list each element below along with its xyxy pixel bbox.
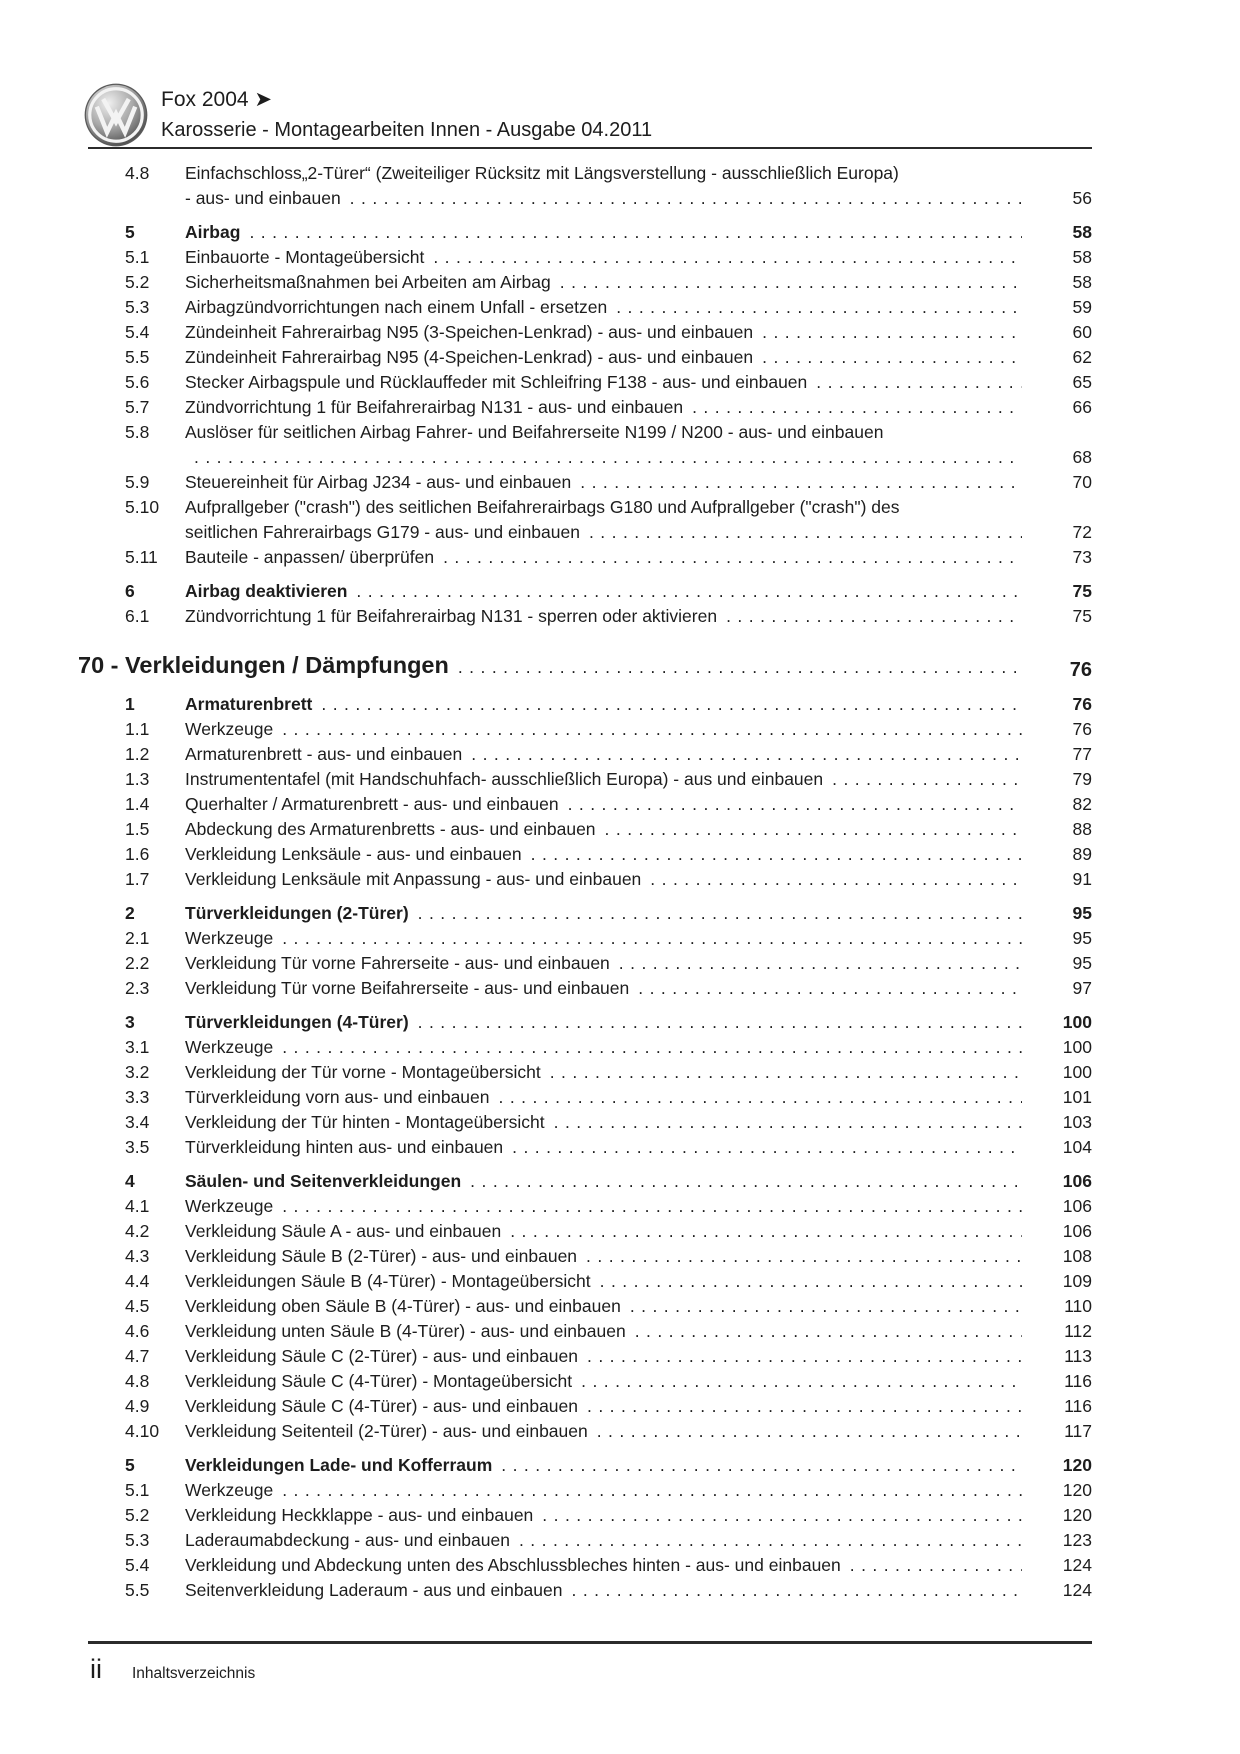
dot-leader: [273, 1037, 1022, 1057]
toc-entry-title: Verkleidung Säule C (2-Türer) - aus- und einbauen . . .: [185, 1344, 1022, 1369]
toc-entry[interactable]: [88, 926, 1092, 951]
toc-entry-title: Säulen- und Seitenverkleidungen . . .: [185, 1169, 1022, 1194]
toc-entry[interactable]: [88, 1369, 1092, 1394]
toc-entry-page: 76: [1069, 659, 1092, 681]
toc-entry-number: 3.5: [125, 1137, 150, 1157]
toc-entry-number: 5.5: [125, 347, 150, 367]
toc-entry-page: 89: [1072, 844, 1092, 864]
toc-entry-page: 75: [1072, 606, 1092, 626]
toc-entry[interactable]: [88, 867, 1092, 892]
toc-entry-number: 5.2: [125, 272, 150, 292]
toc-entry-title: Zündeinheit Fahrerairbag N95 (3-Speichen-Lenkrad) - aus- und einbauen . . .: [185, 320, 1022, 345]
toc-entry-title: 70 - Verkleidungen / Dämpfungen . . .: [78, 650, 1022, 683]
toc-entry-number: 5.4: [125, 322, 150, 342]
toc-entry[interactable]: [88, 345, 1092, 370]
toc-entry[interactable]: [88, 1344, 1092, 1369]
toc-entry-title: Armaturenbrett - aus- und einbauen . . .: [185, 742, 1022, 767]
toc-entry-number: 4.8: [125, 163, 150, 183]
toc-entry-title: Verkleidung Säule C (4-Türer) - aus- und einbauen . . .: [185, 1394, 1022, 1419]
toc-entry-title: Verkleidungen Säule B (4-Türer) - Montageübersicht . . .: [185, 1269, 1022, 1294]
toc-entry-title: Airbagzündvorrichtungen nach einem Unfall - ersetzen . . .: [185, 295, 1022, 320]
toc-entry-title: Laderaumabdeckung - aus- und einbauen . . .: [185, 1528, 1022, 1553]
dot-leader: [807, 372, 1022, 392]
dot-leader: [545, 1112, 1022, 1132]
header-divider: [88, 147, 1092, 149]
dot-leader: [240, 222, 1022, 242]
toc-entry-title: Werkzeuge . . .: [185, 1194, 1022, 1219]
dot-leader: [424, 247, 1022, 267]
dot-leader: [409, 903, 1022, 923]
toc-entry[interactable]: [78, 650, 1092, 683]
dot-leader: [185, 447, 1022, 467]
toc-entry-number: 5.8: [125, 422, 150, 442]
dot-leader: [434, 547, 1022, 567]
toc-entry-title: Verkleidung Säule B (2-Türer) - aus- und einbauen . . .: [185, 1244, 1022, 1269]
toc-entry-number: 4.6: [125, 1321, 150, 1341]
vw-logo-icon: [84, 83, 148, 147]
toc-entry-number: 4.10: [125, 1421, 160, 1441]
dot-leader: [501, 1221, 1022, 1241]
toc-entry-title: Verkleidung Säule A - aus- und einbauen . . .: [185, 1219, 1022, 1244]
dot-leader: [577, 1246, 1022, 1266]
toc-entry-page: 100: [1062, 1012, 1092, 1032]
toc-entry-number: 4: [125, 1171, 135, 1191]
toc-entry[interactable]: [88, 1478, 1092, 1503]
toc-entry-page: 116: [1064, 1371, 1092, 1391]
toc-entry[interactable]: [88, 842, 1092, 867]
toc-entry-number: 4.4: [125, 1271, 150, 1291]
toc-entry-number: 5: [125, 222, 135, 242]
toc-entry-page: 101: [1062, 1087, 1092, 1107]
toc-entry-number: 2.3: [125, 978, 150, 998]
toc-entry-number: 5.3: [125, 1530, 150, 1550]
toc-entry-number: 5: [125, 1455, 135, 1475]
toc-entry-page: 113: [1064, 1346, 1092, 1366]
toc-entry-number: 4.1: [125, 1196, 150, 1216]
toc-entry-number: 5.7: [125, 397, 150, 417]
toc-entry-page: 60: [1072, 322, 1092, 342]
dot-leader: [823, 769, 1022, 789]
dot-leader: [717, 606, 1022, 626]
document-subtitle: Karosserie - Montagearbeiten Innen - Ausgabe 04.2011: [161, 119, 653, 141]
dot-leader: [841, 1555, 1022, 1575]
toc-entry-title: Sicherheitsmaßnahmen bei Arbeiten am Airbag . . .: [185, 270, 1022, 295]
toc-entry-title: Stecker Airbagspule und Rücklauffeder mit Schleifring F138 - aus- und einbauen . . .: [185, 370, 1022, 395]
toc-entry[interactable]: [88, 1110, 1092, 1135]
dot-leader: [541, 1062, 1022, 1082]
toc-entry-page: 106: [1062, 1196, 1092, 1216]
dot-leader: [409, 1012, 1022, 1032]
toc-entry[interactable]: [88, 220, 1092, 245]
toc-entry[interactable]: [88, 901, 1092, 926]
toc-entry[interactable]: [88, 1194, 1092, 1219]
toc-entry-title: Zündvorrichtung 1 für Beifahrerairbag N131 - sperren oder aktivieren . . .: [185, 604, 1022, 629]
toc-entry-title: Verkleidung Lenksäule - aus- und einbauen . . .: [185, 842, 1022, 867]
dot-leader: [462, 744, 1022, 764]
toc-entry[interactable]: [88, 1528, 1092, 1553]
dot-leader: [341, 188, 1022, 208]
toc-entry-page: 88: [1072, 819, 1092, 839]
toc-entry[interactable]: [88, 692, 1092, 717]
toc-entry-title: Verkleidung Heckklappe - aus- und einbauen . . .: [185, 1503, 1022, 1528]
toc-entry[interactable]: [88, 1419, 1092, 1444]
dot-leader: [596, 819, 1022, 839]
toc-entry[interactable]: [88, 1035, 1092, 1060]
toc-entry[interactable]: [88, 1244, 1092, 1269]
toc-entry-page: 106: [1062, 1171, 1092, 1191]
toc-entry-number: 5.2: [125, 1505, 150, 1525]
toc-entry-title: Verkleidung und Abdeckung unten des Abschlussbleches hinten - aus- und einbauen . . .: [185, 1553, 1022, 1578]
toc-entry[interactable]: [88, 1010, 1092, 1035]
dot-leader: [312, 694, 1022, 714]
toc-entry[interactable]: [88, 395, 1092, 420]
toc-entry-page: 97: [1072, 978, 1092, 998]
dot-leader: [492, 1455, 1022, 1475]
toc-entry-page: 108: [1062, 1246, 1092, 1266]
dot-leader: [610, 953, 1022, 973]
toc-entry-page: 59: [1072, 297, 1092, 317]
dot-leader: [563, 1580, 1023, 1600]
dot-leader: [510, 1530, 1022, 1550]
toc-entry-number: 4.8: [125, 1371, 150, 1391]
toc-entry-page: 68: [1072, 447, 1092, 467]
dot-leader: [273, 719, 1022, 739]
toc-entry[interactable]: [88, 495, 1092, 545]
dot-leader: [641, 869, 1022, 889]
toc-entry-title: Instrumententafel (mit Handschuhfach- ausschließlich Europa) - aus und einbauen . . .: [185, 767, 1022, 792]
toc-entry-page: 103: [1062, 1112, 1092, 1132]
toc-entry-title: Abdeckung des Armaturenbretts - aus- und einbauen . . .: [185, 817, 1022, 842]
toc-entry-number: 6: [125, 581, 135, 601]
dot-leader: [753, 347, 1022, 367]
toc-entry-page: 123: [1062, 1530, 1092, 1550]
toc-entry-title: Türverkleidung vorn aus- und einbauen . . .: [185, 1085, 1022, 1110]
toc-entry-page: 100: [1062, 1037, 1092, 1057]
toc-entry-number: 6.1: [125, 606, 150, 626]
toc-entry-number: 5.9: [125, 472, 150, 492]
dot-leader: [580, 522, 1022, 542]
toc-entry-number: 1.7: [125, 869, 150, 889]
toc-entry[interactable]: [88, 604, 1092, 629]
toc-entry-title: Türverkleidungen (2-Türer) . . .: [185, 901, 1022, 926]
toc-entry-page: 56: [1072, 188, 1092, 208]
toc-entry-page: 120: [1062, 1455, 1092, 1475]
dot-leader: [503, 1137, 1022, 1157]
toc-entry-title: Türverkleidungen (4-Türer) . . .: [185, 1010, 1022, 1035]
toc-entry-title: Seitenverkleidung Laderaum - aus und einbauen . . .: [185, 1578, 1022, 1603]
toc-entry-page: 116: [1064, 1396, 1092, 1416]
toc-entry-page: 104: [1062, 1137, 1092, 1157]
dot-leader: [461, 1171, 1022, 1191]
toc-entry-number: 2: [125, 903, 135, 923]
toc-entry-title: Airbag deaktivieren . . .: [185, 579, 1022, 604]
dot-leader: [578, 1346, 1022, 1366]
toc-entry-number: 3.1: [125, 1037, 150, 1057]
toc-entry-title: Querhalter / Armaturenbrett - aus- und einbauen . . .: [185, 792, 1022, 817]
toc-entry-page: 58: [1072, 272, 1092, 292]
toc-entry-number: 1.2: [125, 744, 150, 764]
toc-entry[interactable]: [88, 545, 1092, 570]
toc-entry-page: 73: [1072, 547, 1092, 567]
toc-entry-page: 72: [1072, 522, 1092, 542]
toc-entry-title: Bauteile - anpassen/ überprüfen . . .: [185, 545, 1022, 570]
toc-entry-page: 124: [1062, 1580, 1092, 1600]
footer-page-number: ii: [90, 1654, 102, 1684]
dot-leader: [621, 1296, 1022, 1316]
toc-entry[interactable]: [88, 1219, 1092, 1244]
dot-leader: [683, 397, 1022, 417]
toc-entry-number: 4.7: [125, 1346, 150, 1366]
toc-entry[interactable]: [88, 1135, 1092, 1160]
model-title: Fox 2004 ➤: [161, 88, 272, 111]
toc-entry-page: 76: [1072, 719, 1092, 739]
toc-entry[interactable]: [88, 1319, 1092, 1344]
toc-entry-title: Steuereinheit für Airbag J234 - aus- und einbauen . . .: [185, 470, 1022, 495]
toc-entry-title: Einfachschloss„2-Türer“ (Zweiteiliger Rücksitz mit Längsverstellung - ausschließlich Europa) - aus- und einbauen . . .: [185, 161, 1022, 211]
toc-entry[interactable]: [88, 1060, 1092, 1085]
toc-entry-title: Verkleidung Tür vorne Beifahrerseite - aus- und einbauen . . .: [185, 976, 1022, 1001]
toc-entry-page: 75: [1072, 581, 1092, 601]
footer-divider: [88, 1641, 1092, 1644]
toc-entry-number: 3.3: [125, 1087, 150, 1107]
toc-entry-number: 5.10: [125, 497, 160, 517]
toc-entry[interactable]: [88, 1294, 1092, 1319]
toc-entry[interactable]: [88, 270, 1092, 295]
toc-entry-page: 76: [1072, 694, 1092, 714]
toc-entry-number: 1.4: [125, 794, 150, 814]
toc-entry-page: 79: [1072, 769, 1092, 789]
page-footer: [90, 1652, 255, 1686]
toc-entry[interactable]: [88, 420, 1092, 470]
dot-leader: [490, 1087, 1023, 1107]
toc-entry-number: 1.5: [125, 819, 150, 839]
toc-entry-page: 70: [1072, 472, 1092, 492]
dot-leader: [347, 581, 1022, 601]
toc-entry-title: Werkzeuge . . .: [185, 717, 1022, 742]
toc-entry-page: 95: [1072, 903, 1092, 923]
dot-leader: [571, 472, 1022, 492]
toc-entry-number: 5.6: [125, 372, 150, 392]
toc-entry-number: 1.1: [125, 719, 150, 739]
toc-entry[interactable]: [88, 1394, 1092, 1419]
toc-entry-title: Einbauorte - Montageübersicht . . .: [185, 245, 1022, 270]
toc-entry-title: Verkleidung der Tür hinten - Montageübersicht . . .: [185, 1110, 1022, 1135]
dot-leader: [578, 1396, 1022, 1416]
toc-entry-page: 124: [1062, 1555, 1092, 1575]
toc-entry-number: 1.3: [125, 769, 150, 789]
toc-entry[interactable]: [88, 817, 1092, 842]
toc-entry-page: 109: [1062, 1271, 1092, 1291]
toc-entry-title: Verkleidung Seitenteil (2-Türer) - aus- und einbauen . . .: [185, 1419, 1022, 1444]
toc-entry[interactable]: [88, 742, 1092, 767]
dot-leader: [559, 794, 1022, 814]
toc-entry-title: Airbag . . .: [185, 220, 1022, 245]
toc-entry[interactable]: [88, 1453, 1092, 1478]
toc-entry[interactable]: [88, 1085, 1092, 1110]
toc-entry[interactable]: [88, 951, 1092, 976]
toc-entry[interactable]: [88, 976, 1092, 1001]
toc-entry-number: 4.9: [125, 1396, 150, 1416]
toc-entry-number: 1: [125, 694, 135, 714]
toc-entry-page: 112: [1064, 1321, 1092, 1341]
toc-entry-number: 2.1: [125, 928, 150, 948]
toc-entry-title: Aufprallgeber ("crash") des seitlichen Beifahrerairbags G180 und Aufprallgeber ("crash") des seitlichen Fahrerairbags G179 - aus- und einbauen . . .: [185, 495, 1022, 545]
toc-entry-title: Verkleidung Säule C (4-Türer) - Montageübersicht . . .: [185, 1369, 1022, 1394]
toc-entry-title: Armaturenbrett . . .: [185, 692, 1022, 717]
toc-entry[interactable]: [88, 1578, 1092, 1603]
toc-entry-title: Verkleidungen Lade- und Kofferraum . . .: [185, 1453, 1022, 1478]
dot-leader: [273, 928, 1022, 948]
toc-entry-page: 106: [1062, 1221, 1092, 1241]
toc-entry[interactable]: [88, 370, 1092, 395]
toc-entry[interactable]: [88, 1169, 1092, 1194]
toc-entry-page: 77: [1072, 744, 1092, 764]
toc-entry-number: 4.3: [125, 1246, 150, 1266]
toc-entry[interactable]: [88, 717, 1092, 742]
dot-leader: [449, 652, 1022, 678]
toc-entry[interactable]: [88, 792, 1092, 817]
toc-entry[interactable]: [88, 1269, 1092, 1294]
dot-leader: [533, 1505, 1022, 1525]
toc-entry-page: 110: [1064, 1296, 1092, 1316]
toc-entry-number: 1.6: [125, 844, 150, 864]
toc-entry-number: 5.4: [125, 1555, 150, 1575]
toc-entry-number: 3: [125, 1012, 135, 1032]
toc-entry-page: 66: [1072, 397, 1092, 417]
toc-entry-title: Verkleidung der Tür vorne - Montageübersicht . . .: [185, 1060, 1022, 1085]
toc-entry-page: 120: [1062, 1480, 1092, 1500]
toc-entry-number: 2.2: [125, 953, 150, 973]
toc-entry[interactable]: [88, 245, 1092, 270]
toc-entry-title: Türverkleidung hinten aus- und einbauen . . .: [185, 1135, 1022, 1160]
toc-entry-number: 4.2: [125, 1221, 150, 1241]
toc-entry[interactable]: [88, 767, 1092, 792]
toc-entry[interactable]: [88, 579, 1092, 604]
toc-entry-number: 5.3: [125, 297, 150, 317]
toc-entry-number: 3.4: [125, 1112, 150, 1132]
toc-entry-number: 5.1: [125, 247, 150, 267]
toc-entry-page: 62: [1072, 347, 1092, 367]
dot-leader: [591, 1271, 1022, 1291]
toc-list: [78, 161, 1092, 1603]
toc-entry-page: 95: [1072, 953, 1092, 973]
toc-entry-number: 5.1: [125, 1480, 150, 1500]
toc-entry-title: Auslöser für seitlichen Airbag Fahrer- und Beifahrerseite N199 / N200 - aus- und einbauen . . .: [185, 420, 1022, 470]
dot-leader: [753, 322, 1022, 342]
toc-entry-title: Werkzeuge . . .: [185, 926, 1022, 951]
toc-entry-page: 65: [1072, 372, 1092, 392]
toc-entry[interactable]: [88, 161, 1092, 211]
toc-entry-title: Verkleidung Lenksäule mit Anpassung - aus- und einbauen . . .: [185, 867, 1022, 892]
toc-entry-title: Werkzeuge . . .: [185, 1478, 1022, 1503]
toc-entry-title: Verkleidung unten Säule B (4-Türer) - aus- und einbauen . . .: [185, 1319, 1022, 1344]
toc-entry-title: Verkleidung Tür vorne Fahrerseite - aus- und einbauen . . .: [185, 951, 1022, 976]
toc-entry-number: 4.5: [125, 1296, 150, 1316]
toc-entry-title: Werkzeuge . . .: [185, 1035, 1022, 1060]
toc-entry-title: Zündeinheit Fahrerairbag N95 (4-Speichen-Lenkrad) - aus- und einbauen . . .: [185, 345, 1022, 370]
dot-leader: [522, 844, 1022, 864]
toc-entry-page: 82: [1072, 794, 1092, 814]
toc-entry-title: Zündvorrichtung 1 für Beifahrerairbag N131 - aus- und einbauen . . .: [185, 395, 1022, 420]
toc-entry-title: Verkleidung oben Säule B (4-Türer) - aus- und einbauen . . .: [185, 1294, 1022, 1319]
dot-leader: [588, 1421, 1022, 1441]
dot-leader: [607, 297, 1022, 317]
toc-entry-number: 5.11: [125, 547, 158, 567]
toc-entry-page: 58: [1072, 222, 1092, 242]
toc-entry-page: 58: [1072, 247, 1092, 267]
toc-entry-number: 3.2: [125, 1062, 150, 1082]
dot-leader: [572, 1371, 1022, 1391]
footer-label: Inhaltsverzeichnis: [132, 1665, 256, 1682]
dot-leader: [551, 272, 1022, 292]
toc-entry[interactable]: [88, 1553, 1092, 1578]
toc-entry[interactable]: [88, 320, 1092, 345]
toc-entry-page: 100: [1062, 1062, 1092, 1082]
dot-leader: [273, 1196, 1022, 1216]
toc-entry-page: 91: [1072, 869, 1092, 889]
dot-leader: [626, 1321, 1022, 1341]
toc-entry[interactable]: [88, 470, 1092, 495]
toc-entry[interactable]: [88, 1503, 1092, 1528]
toc-entry-page: 120: [1062, 1505, 1092, 1525]
dot-leader: [273, 1480, 1022, 1500]
toc-entry[interactable]: [88, 295, 1092, 320]
toc-entry-number: 5.5: [125, 1580, 150, 1600]
toc-entry-page: 117: [1064, 1421, 1092, 1441]
toc-entry-page: 95: [1072, 928, 1092, 948]
dot-leader: [629, 978, 1022, 998]
